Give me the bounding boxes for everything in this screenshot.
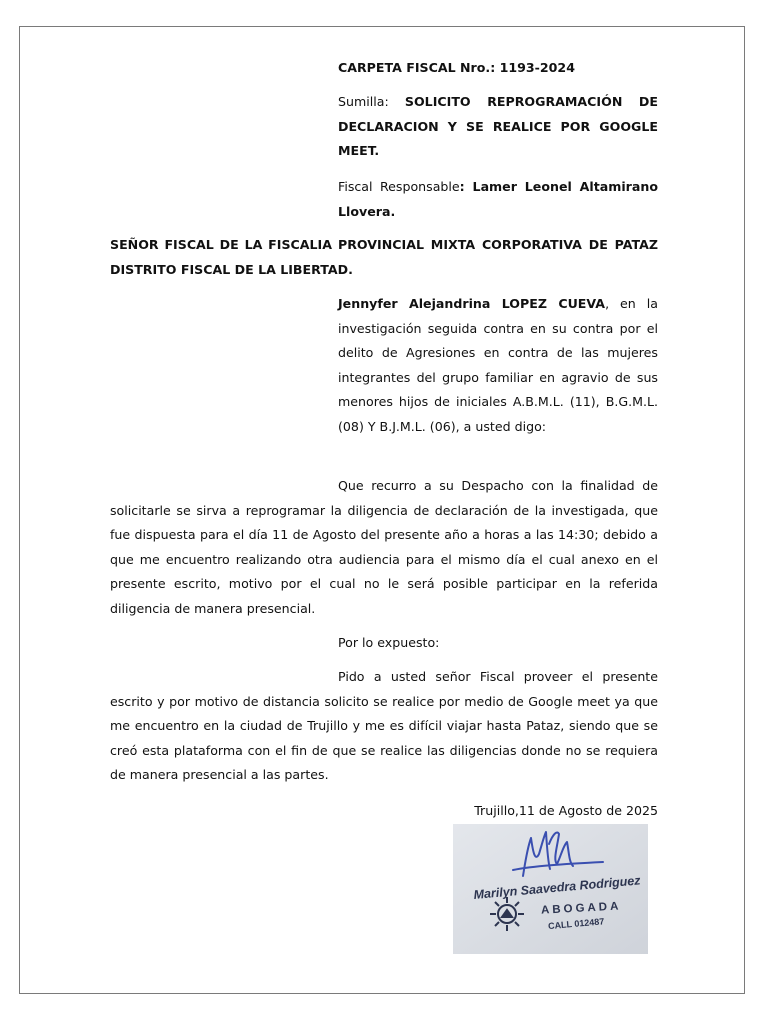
svg-text:ABOGADA: ABOGADA <box>540 900 622 917</box>
por-lo-expuesto-text: Por lo expuesto: <box>338 635 440 650</box>
addressee <box>110 233 658 282</box>
sumilla-line-3: MEET. <box>338 143 380 159</box>
fiscal-responsable <box>338 175 658 224</box>
sumilla-line-2: DECLARACION Y SE REALICE POR GOOGLE <box>338 118 658 134</box>
svg-text:Marilyn Saavedra Rodriguez: Marilyn Saavedra Rodriguez <box>473 873 642 902</box>
fiscal-name-1: : Lamer Leonel Altamirano <box>459 179 658 194</box>
sumilla-line-1: SOLICITO REPROGRAMACIÓN DE <box>404 94 658 109</box>
intro-paragraph <box>338 292 658 440</box>
fiscal-label: Fiscal Responsable <box>338 179 460 194</box>
intro-text: , en la investigación seguida contra en su contra por el delito de Agresiones en contra de las mujeres integrantes del grupo familiar en agravio de sus menores hijos de iniciales A.B.M.L. (11), B.G.M.L. (08) Y B.J.M.L. (06), a usted digo: <box>338 296 658 434</box>
sumilla <box>338 90 658 164</box>
fiscal-name-2: Llovera. <box>338 203 396 219</box>
addressee-line-1-right: PROVINCIAL MIXTA CORPORATIVA DE PATAZ <box>338 237 658 252</box>
carpeta-fiscal: CARPETA FISCAL Nro.: 1193-2024 <box>338 60 575 75</box>
body-paragraph-1 <box>110 474 658 622</box>
body-paragraph-2-text: Pido a usted señor Fiscal proveer el presente escrito y por motivo de distancia solicito se realice por medio de Google meet ya que me encuentro en la ciudad de Trujillo y me es difícil viajar hasta Pataz, siendo que se creó esta plataforma con el fin de que se realice las diligencias donde no se requiera de manera presencial a las partes. <box>110 669 658 783</box>
addressee-line-2: DISTRITO FISCAL DE LA LIBERTAD. <box>110 261 353 277</box>
sumilla-label: Sumilla: <box>338 94 389 109</box>
body-paragraph-2 <box>110 665 658 788</box>
addressee-line-1-left: SEÑOR FISCAL DE LA FISCALIA <box>110 237 332 252</box>
place-date: Trujillo,11 de Agosto de 2025 <box>474 803 658 818</box>
por-lo-expuesto <box>110 631 658 656</box>
body-paragraph-1-text: Que recurro a su Despacho con la finalidad de solicitarle se sirva a reprogramar la diligencia de declaración de la investigada, que fue dispuesta para el día 11 de Agosto del presente año a horas a las 14:30; debido a que me encuentro realizando otra audiencia para el mismo día el cual anexo en el presente escrito, motivo por el cual no le será posible participar en la referida diligencia de manera presencial. <box>110 478 658 616</box>
svg-text:CALL 012487: CALL 012487 <box>547 916 605 932</box>
petitioner-name: Jennyfer Alejandrina LOPEZ CUEVA <box>338 296 606 311</box>
signature-stamp-image <box>453 824 648 954</box>
